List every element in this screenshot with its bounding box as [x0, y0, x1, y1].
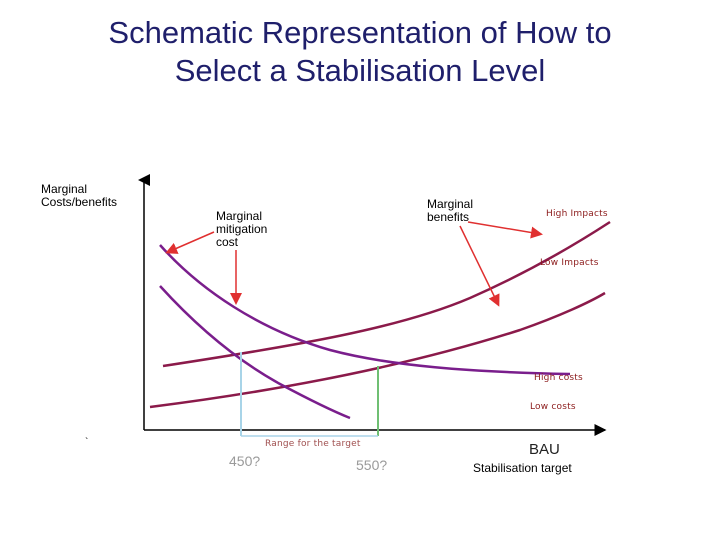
benefits-arrow-2: [460, 226, 498, 304]
low-costs-label: Low costs: [530, 402, 576, 412]
marginal-mitigation-cost-label: Marginal mitigation cost: [216, 209, 268, 249]
marginal-benefits-label: Marginal benefits: [427, 197, 474, 224]
stray-mark: `: [85, 437, 89, 448]
range-for-target-label: Range for the target: [265, 439, 361, 449]
tick-450-label: 450?: [229, 453, 261, 469]
y-axis-label: Marginal Costs/benefits: [41, 182, 118, 209]
bau-label: BAU: [529, 441, 560, 458]
mitigation-cost-arrow-2: [168, 232, 214, 252]
high-impacts-curve: [160, 245, 570, 374]
low-impacts-label: Low Impacts: [540, 258, 599, 268]
high-impacts-label: High Impacts: [546, 209, 608, 219]
title-line-2: Select a Stabilisation Level: [174, 53, 546, 88]
x-axis-label: Stabilisation target: [473, 461, 572, 475]
high-costs-label: High costs: [534, 373, 583, 383]
tick-550-label: 550?: [356, 457, 388, 473]
title-line-1: Schematic Representation of How to: [108, 15, 612, 50]
